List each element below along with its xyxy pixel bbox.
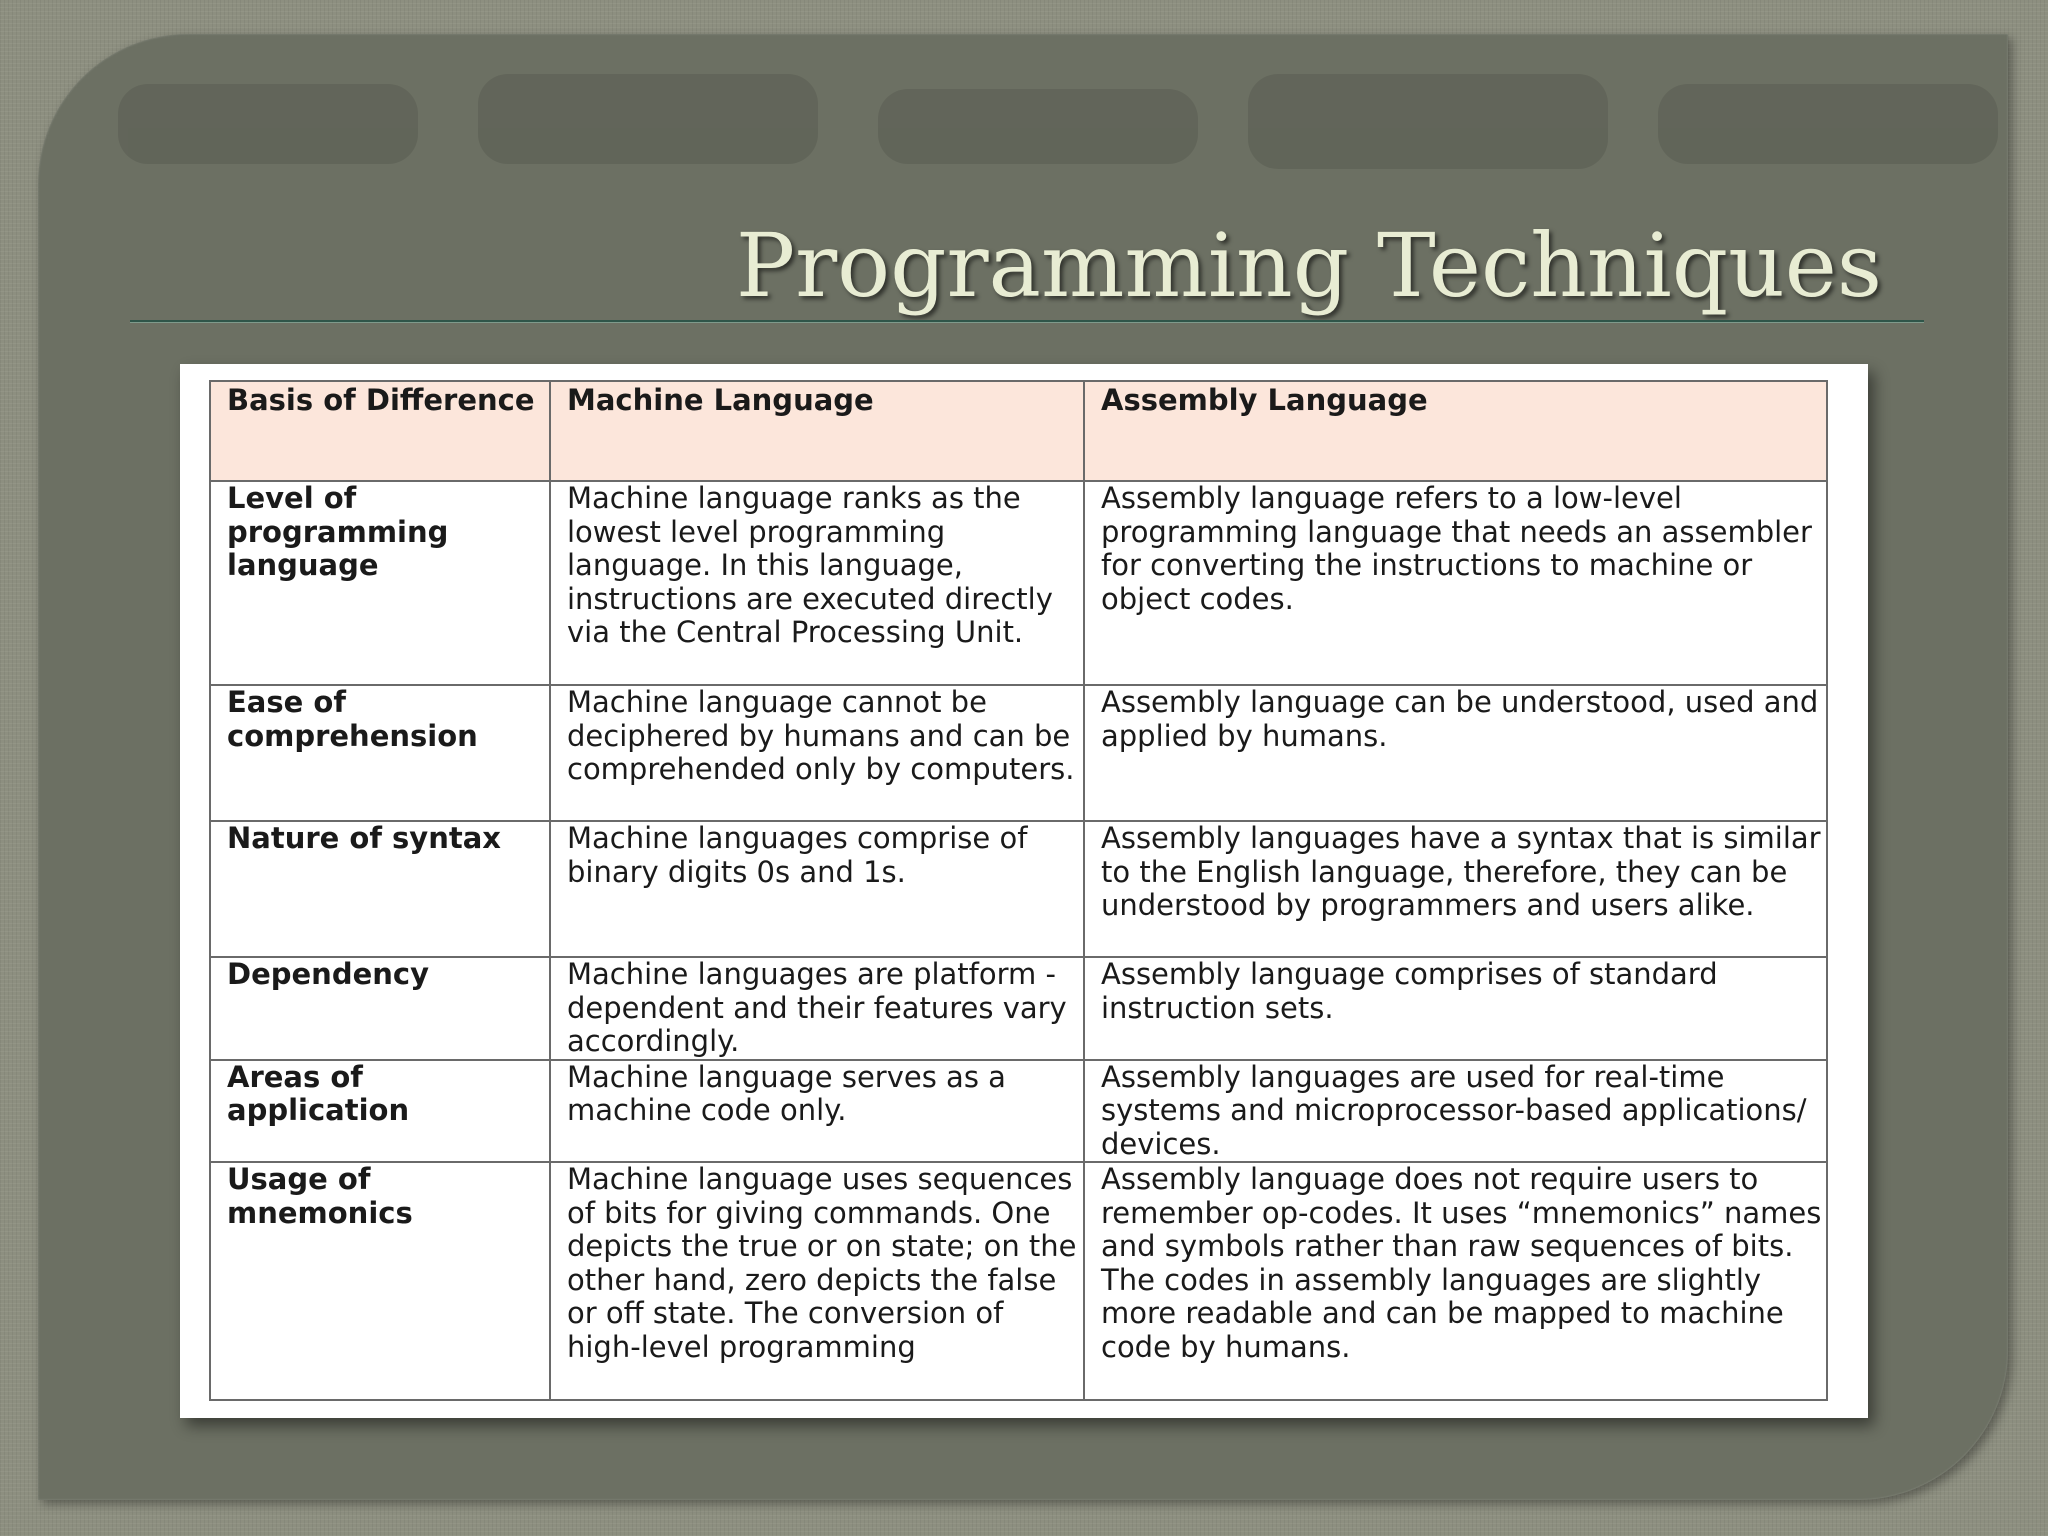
header-assembly-language: Assembly Language (1084, 381, 1827, 481)
table-header-row (210, 381, 1827, 481)
basis-cell: Areas of application (210, 1060, 550, 1163)
basis-cell: Level of programming language (210, 481, 550, 685)
basis-cell: Ease of comprehension (210, 685, 550, 821)
slide-panel (38, 34, 2008, 1500)
header-basis-of-difference: Basis of Difference (210, 381, 550, 481)
assembly-language-cell: Assembly language comprises of standard instruction sets. (1084, 957, 1827, 1060)
background-texture (118, 54, 2008, 194)
table-row (210, 1060, 1827, 1163)
machine-language-cell: Machine languages comprise of binary digits 0s and 1s. (550, 821, 1084, 957)
assembly-language-cell: Assembly languages have a syntax that is similar to the English language, therefore, they can be understood by programmers and users alike. (1084, 821, 1827, 957)
basis-cell: Nature of syntax (210, 821, 550, 957)
table-row (210, 1162, 1827, 1400)
machine-language-cell: Machine language cannot be deciphered by humans and can be comprehended only by computers. (550, 685, 1084, 821)
machine-language-cell: Machine languages are platform -dependent and their features vary accordingly. (550, 957, 1084, 1060)
basis-cell: Dependency (210, 957, 550, 1060)
table-row (210, 481, 1827, 685)
table-row (210, 957, 1827, 1060)
title-divider (130, 320, 1924, 323)
comparison-table-card (180, 364, 1868, 1418)
header-machine-language: Machine Language (550, 381, 1084, 481)
assembly-language-cell: Assembly language does not require users to remember op-codes. It uses “mnemonics” names and symbols rather than raw sequences of bits. The codes in assembly languages are slightly more readable and can be mapped to machine code by humans. (1084, 1162, 1827, 1400)
slide-title: Programming Techniques (735, 214, 1882, 317)
comparison-table (209, 380, 1828, 1401)
basis-cell: Usage of mnemonics (210, 1162, 550, 1400)
assembly-language-cell: Assembly language refers to a low-level programming language that needs an assembler for converting the instructions to machine or object codes. (1084, 481, 1827, 685)
assembly-language-cell: Assembly language can be understood, used and applied by humans. (1084, 685, 1827, 821)
table-row (210, 685, 1827, 821)
assembly-language-cell: Assembly languages are used for real-time systems and microprocessor-based applications/ devices. (1084, 1060, 1827, 1163)
machine-language-cell: Machine language uses sequences of bits for giving commands. One depicts the true or on state; on the other hand, zero depicts the false or off state. The conversion of high-level programming (550, 1162, 1084, 1400)
table-row (210, 821, 1827, 957)
background-texture-art (118, 54, 2008, 194)
machine-language-cell: Machine language serves as a machine code only. (550, 1060, 1084, 1163)
machine-language-cell: Machine language ranks as the lowest level programming language. In this language, instructions are executed directly via the Central Processing Unit. (550, 481, 1084, 685)
